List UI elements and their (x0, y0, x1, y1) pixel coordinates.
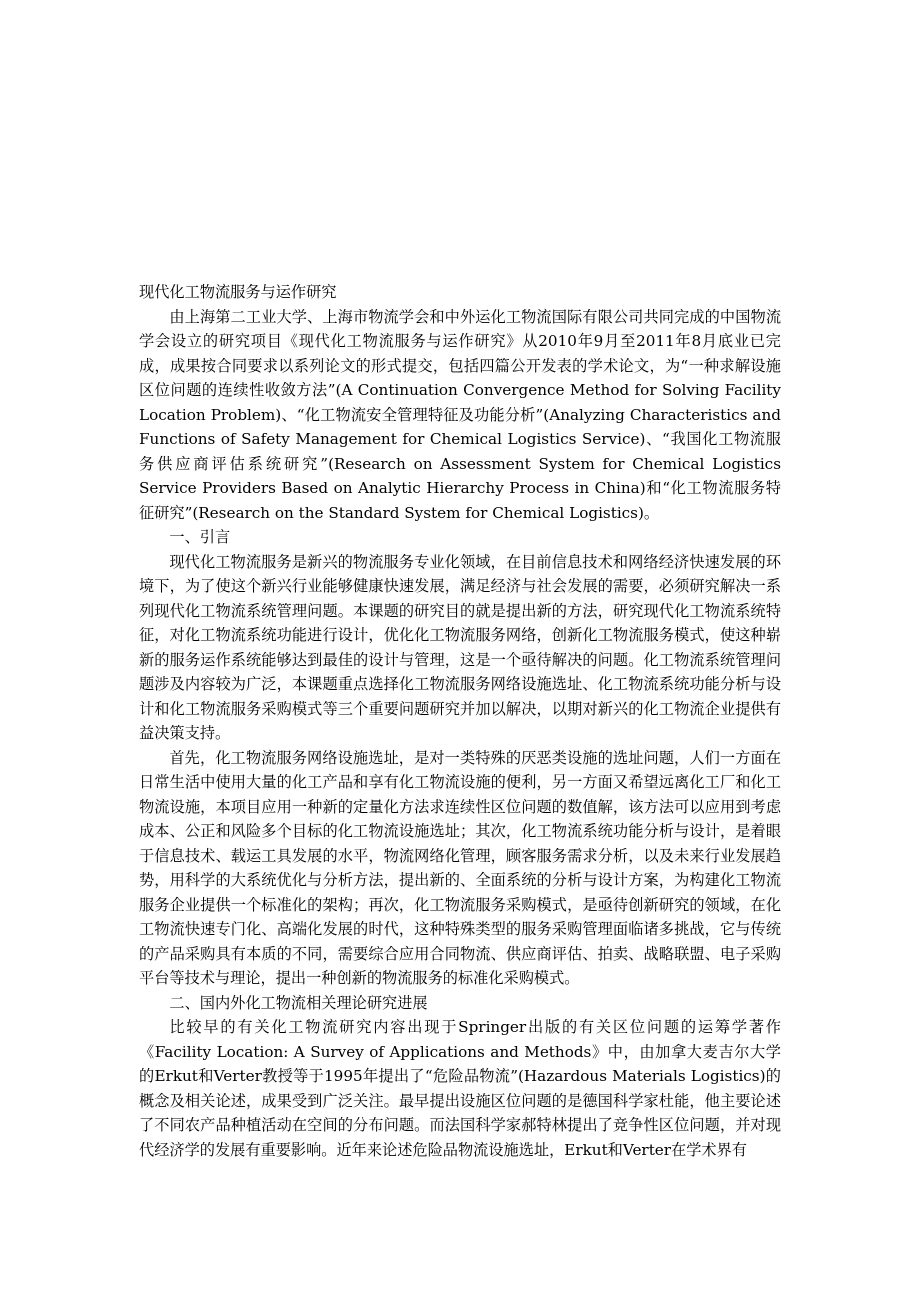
section-heading-research-progress: 二、国内外化工物流相关理论研究进展 (169, 993, 428, 1012)
document-title: 现代化工物流服务与运作研究 (139, 283, 337, 301)
section-heading-introduction: 一、引言 (169, 528, 231, 546)
body-paragraph: 首先，化工物流服务网络设施选址，是对一类特殊的厌恶类设施的选址问题，人们一方面在日常生活中使用大量的化工产品和享有化工物流设施的便利，另一方面又希望远离化工厂和化工物流设施，本项目应用一种新的定量化方法求连续性区位问题的数值解，该方法可以应用到考虑成本、公正和风险多个目标的化工物流设施选址；其次，化工物流系统功能分析与设计，是着眼于信息技术、载运工具发展的水平，物流网络化管理，顾客服务需求分析，以及未来行业发展趋势，用科学的大系统优化与分析方法，提出新的、全面系统的分析与设计方案，为构建化工物流服务企业提供一个标准化的架构；再次，化工物流服务采购模式，是亟待创新研究的领域，在化工物流快速专门化、高端化发展的时代，这种特殊类型的服务采购管理面临诸多挑战，它与传统的产品采购具有本质的不同，需要综合应用合同物流、供应商评估、拍卖、战略联盟、电子采购平台等技术与理论，提出一种创新的物流服务的标准化采购模式。 (139, 748, 781, 987)
body-paragraph: 比较早的有关化工物流研究内容出现于Springer出版的有关区位问题的运筹学著作《Facility Location: A Survey of Applications and Methods》中，由加拿大麦吉尔大学的Erkut和Verter教授等于1995年提出了“危险品物流”(Hazardous Materials Logistics)的概念及相关论述，成果受到广泛关注。最早提出设施区位问题的是德国科学家杜能，他主要论述了不同农产品种植活动在空间的分布问题。而法国科学家郝特林提出了竞争性区位问题，并对现代经济学的发展有重要影响。近年来论述危险品物流设施选址，Erkut和Verter在学术界有 (139, 1018, 781, 1159)
intro-paragraph: 由上海第二工业大学、上海市物流学会和中外运化工物流国际有限公司共同完成的中国物流学会设立的研究项目《现代化工物流服务与运作研究》从2010年9月至2011年8月底业已完成，成果按合同要求以系列论文的形式提交，包括四篇公开发表的学术论文，为“一种求解设施区位问题的连续性收敛方法”(A Continuation Convergence Method for Solving Facility Location Problem)、“化工物流安全管理特征及功能分析”(Analyzing Characteristics and Functions of Safety Management for Chemical Logistics Service)、“我国化工物流服务供应商评估系统研究”(Research on Assessment System for Chemical Logistics Service Providers Based on Analytic Hierarchy Process in China)和“化工物流服务特征研究”(Research on the Standard System for Chemical Logistics)。 (139, 307, 781, 522)
body-paragraph: 现代化工物流服务是新兴的物流服务专业化领域，在目前信息技术和网络经济快速发展的环境下，为了使这个新兴行业能够健康快速发展，满足经济与社会发展的需要，必须研究解决一系列现代化工物流系统管理问题。本课题的研究目的就是提出新的方法，研究现代化工物流系统特征，对化工物流系统功能进行设计，优化化工物流服务网络，创新化工物流服务模式，使这种崭新的服务运作系统能够达到最佳的设计与管理，这是一个亟待解决的问题。化工物流系统管理问题涉及内容较为广泛，本课题重点选择化工物流服务网络设施选址、化工物流系统功能分析与设计和化工物流服务采购模式等三个重要问题研究并加以解决，以期对新兴的化工物流企业提供有益决策支持。 (139, 552, 781, 742)
document-body (139, 280, 781, 1162)
